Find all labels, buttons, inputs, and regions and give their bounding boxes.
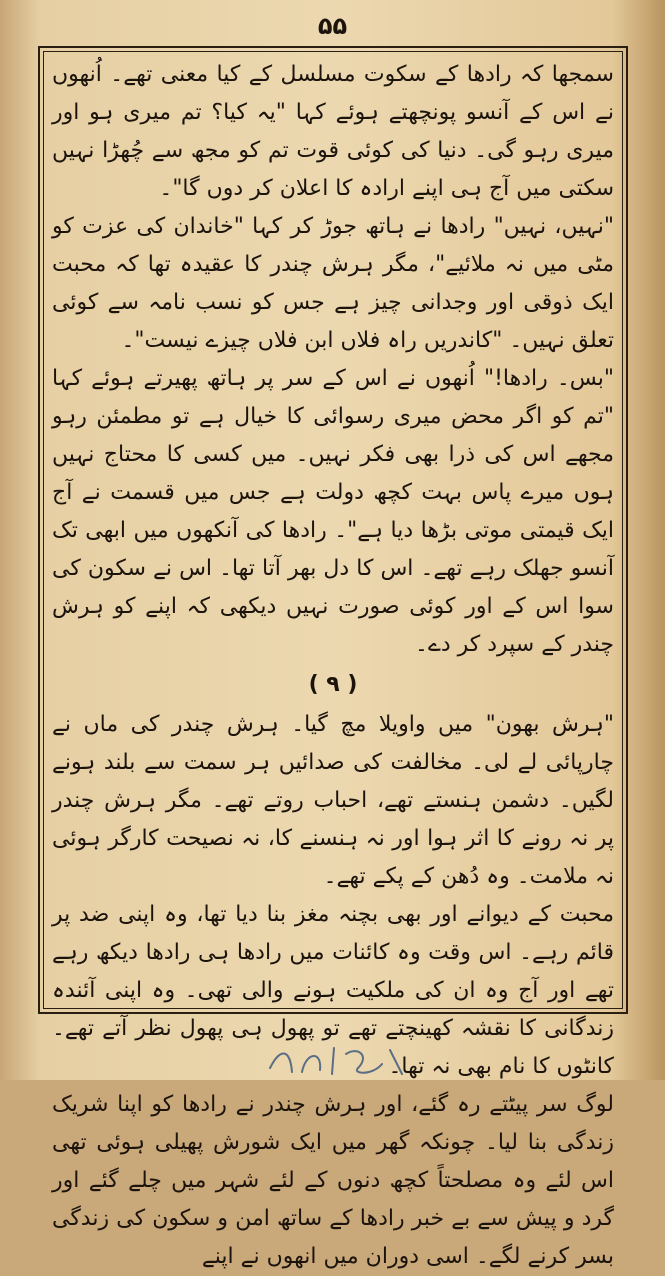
paragraph-6: لوگ سر پیٹتے رہ گئے، اور ہرش چندر نے رادھا کو اپنا شریک زندگی بنا لیا۔ چونکہ گھر میں ایک شورش پھیلی ہوئی تھی اس لئے وہ مصلحتاً کچھ دنوں کے لئے شہر میں چلے گئے اور گرد و پیش سے بے خبر رادھا کے ساتھ امن و سکون کی زندگی بسر کرنے لگے۔ اسی دوران میں انھوں نے اپنے bbox=[52, 1092, 614, 1269]
body-text bbox=[52, 56, 614, 1269]
paragraph-2: "نہیں، نہیں" رادھا نے ہاتھ جوڑ کر کہا "خاندان کی عزت کو مٹی میں نہ ملائیے"، مگر ہرش چندر کا عقیدہ تھا کہ محبت ایک ذوقی اور وجدانی چیز ہے جس کو نسب نامہ سے کوئی تعلق نہیں۔ "کاندریں راہ فلاں ابن فلاں چیزے نیست"۔ bbox=[52, 214, 614, 353]
paragraph-5: محبت کے دیوانے اور بھی بچنہ مغز بنا دیا تھا، وہ اپنی ضد پر قائم رہے۔ اس وقت وہ کائنات میں رادھا ہی رادھا دیکھ رہے تھے اور آج وہ ان کی ملکیت ہونے والی تھی۔ وہ اپنی آئندہ زندگانی کا نقشہ کھینچتے تھے تو پھول ہی پھول نظر آتے تھے۔ کانٹوں کا نام بھی نہ تھا۔ bbox=[52, 902, 614, 1079]
paragraph-3: "بس۔ رادھا!" اُنھوں نے اس کے سر پر ہاتھ پھیرتے ہوئے کہا "تم کو اگر محض میری رسوائی کا خیال ہے تو مطمئن رہو مجھے اس کی ذرا بھی فکر نہیں۔ میں کسی کا محتاج نہیں ہوں میرے پاس بہت کچھ دولت ہے جس میں قسمت نے آج ایک قیمتی موتی بڑھا دیا ہے"۔ رادھا کی آنکھوں میں ابھی تک آنسو جھلک رہے تھے۔ اس کا دل بھر آتا تھا۔ اس نے سکون کی سوا اس کے اور کوئی صورت نہیں دیکھی کہ اپنے کو ہرش چندر کے سپرد کر دے۔ bbox=[52, 366, 614, 657]
page-border bbox=[38, 46, 628, 1269]
paragraph-4: "ہرش بھون" میں واویلا مچ گیا۔ ہرش چندر کی ماں نے چارپائی لے لی۔ مخالفت کی صدائیں ہر سمت سے بلند ہونے لگیں۔ دشمن ہنستے تھے، احباب روتے تھے۔ مگر ہرش چندر پر نہ رونے کا اثر ہوا اور نہ ہنسنے کا، نہ نصیحت کارگر ہوئی نہ ملامت۔ وہ دُھن کے پکے تھے۔ bbox=[52, 712, 614, 889]
handwritten-mark bbox=[262, 1038, 412, 1080]
paragraph-1: سمجھا کہ رادھا کے سکوت مسلسل کے کیا معنی تھے۔ اُنھوں نے اس کے آنسو پونچھتے ہوئے کہا "یہ کیا؟ تم میری ہو اور میری رہو گی۔ دنیا کی کوئی قوت تم کو مجھ سے چُھڑا نہیں سکتی میں آج ہی اپنے ارادہ کا اعلان کر دوں گا"۔ bbox=[52, 62, 614, 201]
page-number: ۵۵ bbox=[317, 12, 348, 40]
section-number: ( ۹ ) bbox=[308, 672, 358, 697]
